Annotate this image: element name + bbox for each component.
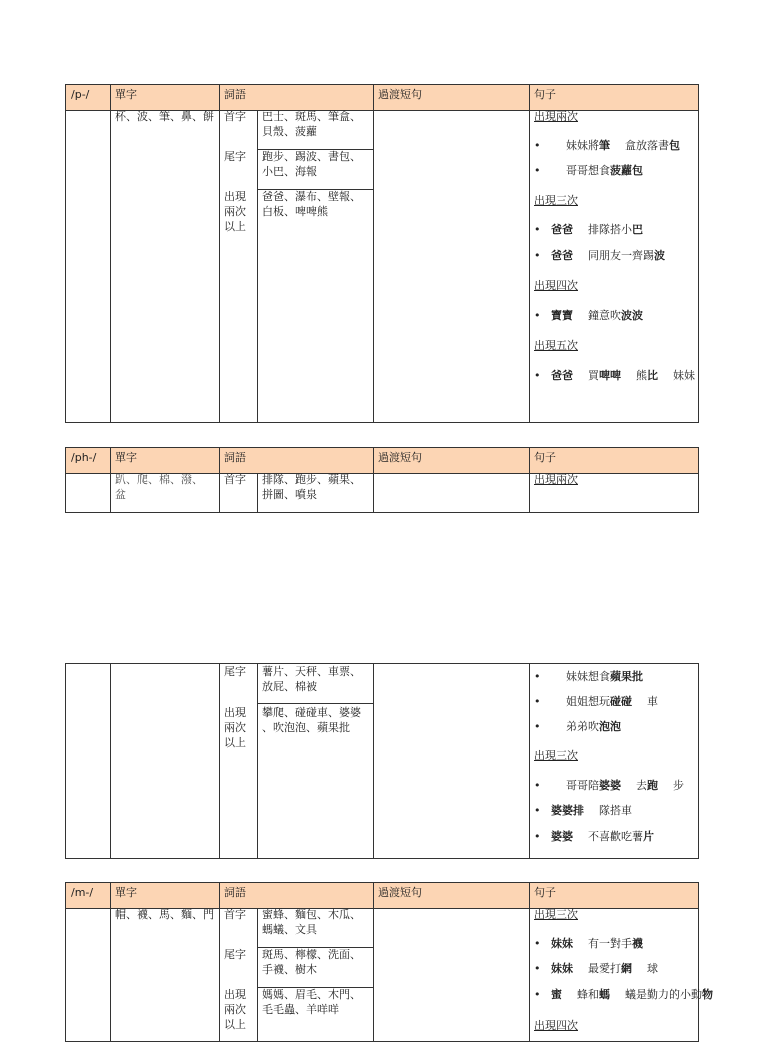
- header-word: 單字: [115, 451, 137, 464]
- multi-phrases: 、吹泡泡、蘋果批: [262, 721, 350, 734]
- sentence-item: • 哥哥想食菠蘿包: [536, 163, 643, 178]
- multi-label: 以上: [224, 220, 246, 233]
- word-list: 帽、襪、馬、麵、門: [115, 908, 214, 921]
- multi-label: 兩次: [224, 721, 246, 734]
- header-transition: 過渡短句: [378, 451, 422, 464]
- sentence-item: • 弟弟吹泡泡: [536, 719, 621, 734]
- occurrence-heading: 出現三次: [534, 749, 578, 762]
- word-list: 趴、爬、棉、潑、: [115, 473, 203, 486]
- sentence-item: • 婆婆 不喜歡吃薯片: [536, 829, 654, 844]
- table-ph-continued: [65, 663, 699, 859]
- first-char-phrases: 巴士、斑馬、筆盒、: [262, 110, 361, 123]
- last-char-phrases: 放屁、棉被: [262, 680, 317, 693]
- last-char-phrases: 薯片、天秤、車票、: [262, 665, 361, 678]
- word-list: 杯、波、筆、鼻、餅: [115, 110, 214, 123]
- multi-label: 出現: [224, 706, 246, 719]
- multi-label: 以上: [224, 1018, 246, 1031]
- sentence-item: • 爸爸 買啤啤 熊比 妹妹: [536, 368, 695, 383]
- first-char-label: 首字: [224, 908, 246, 921]
- last-char-label: 尾字: [224, 948, 246, 961]
- last-char-label: 尾字: [224, 150, 246, 163]
- occurrence-heading: 出現兩次: [534, 473, 578, 486]
- header-sentence: 句子: [534, 451, 556, 464]
- sentence-item: • 妹妹想食蘋果批: [536, 669, 643, 684]
- sentence-item: • 爸爸 同朋友一齊踢波: [536, 248, 665, 263]
- occurrence-heading: 出現三次: [534, 194, 578, 207]
- header-sentence: 句子: [534, 88, 556, 101]
- multi-label: 兩次: [224, 205, 246, 218]
- last-char-phrases: 斑馬、檸檬、洗面、: [262, 948, 361, 961]
- occurrence-heading: 出現五次: [534, 339, 578, 352]
- header-phrase: 詞語: [224, 451, 246, 464]
- word-list: 盆: [115, 488, 126, 501]
- header-phrase: 詞語: [224, 88, 246, 101]
- sentence-item: • 哥哥陪婆婆 去跑 步: [536, 778, 684, 793]
- sentence-item: • 寶寶 鐘意吹波波: [536, 308, 643, 323]
- multi-phrases: 白板、啤啤熊: [262, 205, 328, 218]
- header-phrase: 詞語: [224, 886, 246, 899]
- first-char-label: 首字: [224, 110, 246, 123]
- multi-phrases: 攀爬、碰碰車、婆婆: [262, 706, 361, 719]
- sentence-item: • 姐姐想玩碰碰 車: [536, 694, 658, 709]
- first-char-label: 首字: [224, 473, 246, 486]
- sentence-item: • 爸爸 排隊搭小巴: [536, 222, 643, 237]
- multi-label: 兩次: [224, 1003, 246, 1016]
- header-transition: 過渡短句: [378, 886, 422, 899]
- multi-label: 出現: [224, 988, 246, 1001]
- multi-label: 出現: [224, 190, 246, 203]
- last-char-phrases: 手襪、樹木: [262, 963, 317, 976]
- multi-label: 以上: [224, 736, 246, 749]
- header-word: 單字: [115, 88, 137, 101]
- sentence-item: • 蜜 蜂和螞 蟻是勤力的小動物: [536, 987, 713, 1002]
- sentence-item: • 妹妹將筆 盒放落書包: [536, 138, 680, 153]
- first-char-phrases: 拼圖、噴泉: [262, 488, 317, 501]
- table-m: [65, 882, 713, 1042]
- header-sentence: 句子: [534, 886, 556, 899]
- phoneme-label: /p-/: [71, 88, 90, 101]
- table-p: [65, 84, 699, 423]
- header-word: 單字: [115, 886, 137, 899]
- first-char-phrases: 排隊、跑步、蘋果、: [262, 473, 361, 486]
- last-char-label: 尾字: [224, 665, 246, 678]
- last-char-phrases: 小巴、海報: [262, 165, 317, 178]
- multi-phrases: 爸爸、瀑布、壁報、: [262, 190, 361, 203]
- sentence-item: • 妹妹 最愛打網 球: [536, 961, 658, 976]
- header-transition: 過渡短句: [378, 88, 422, 101]
- sentence-item: • 妹妹 有一對手襪: [536, 936, 643, 951]
- first-char-phrases: 蜜蜂、麵包、木瓜、: [262, 908, 361, 921]
- occurrence-heading: 出現兩次: [534, 110, 578, 123]
- multi-phrases: 媽媽、眉毛、木門、: [262, 988, 361, 1001]
- occurrence-heading: 出現四次: [534, 1019, 578, 1032]
- last-char-phrases: 跑步、踢波、書包、: [262, 150, 361, 163]
- phoneme-label: /ph-/: [71, 451, 97, 464]
- multi-phrases: 毛毛蟲、羊咩咩: [262, 1003, 339, 1016]
- phoneme-label: /m-/: [71, 886, 94, 899]
- table-ph: [65, 447, 699, 513]
- sentence-item: • 婆婆排 隊搭車: [536, 803, 632, 818]
- first-char-phrases: 貝殼、菠蘿: [262, 125, 317, 138]
- occurrence-heading: 出現三次: [534, 908, 578, 921]
- first-char-phrases: 螞蟻、文具: [262, 923, 317, 936]
- occurrence-heading: 出現四次: [534, 279, 578, 292]
